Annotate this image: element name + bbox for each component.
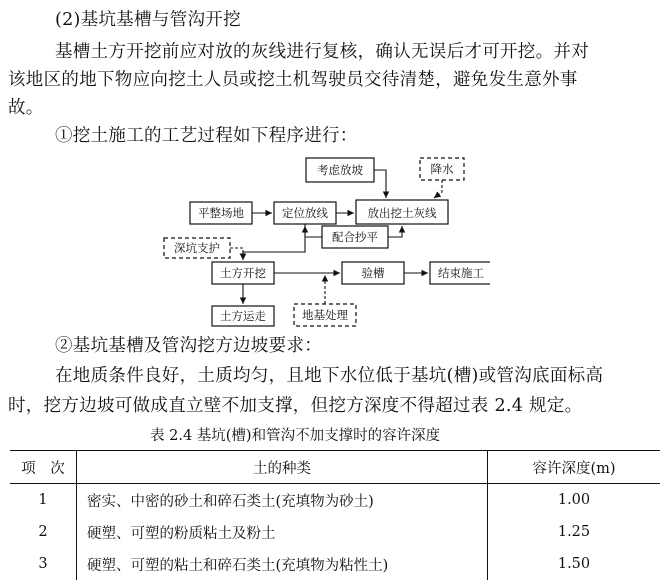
- depth-table: [10, 450, 660, 580]
- label-support: 深坑支护: [174, 241, 220, 255]
- table-row: [10, 484, 660, 517]
- table-row: [10, 516, 660, 548]
- header-item-no: 项 次: [10, 451, 77, 484]
- item-heading: ②基坑基槽及管沟挖方边坡要求：: [55, 336, 322, 356]
- process-flowchart: [150, 152, 490, 328]
- cell-no: 3: [10, 548, 77, 580]
- label-excavate: 土方开挖: [220, 266, 266, 280]
- label-position: 定位放线: [282, 206, 328, 220]
- cell-soil-type: 硬塑、可塑的粘土和碎石类土(充填物为粘性土): [77, 548, 488, 580]
- table-header-row: [10, 451, 660, 484]
- table-row: [10, 548, 660, 580]
- label-dewater: 降水: [430, 162, 454, 176]
- label-finish: 结束施工: [438, 266, 484, 280]
- paragraph-line: 基槽土方开挖前应对放的灰线进行复核，确认无误后才可开挖。并对: [55, 42, 589, 62]
- cell-no: 1: [10, 484, 77, 517]
- label-survey: 配合抄平: [332, 230, 378, 244]
- header-soil-type: 土的种类: [77, 451, 488, 484]
- item-heading: ①挖土施工的工艺过程如下程序进行：: [55, 126, 358, 146]
- label-level: 平整场地: [198, 206, 244, 220]
- paragraph-line: 该地区的地下物应向挖土人员或挖土机驾驶员交待清楚，避免发生意外事: [8, 70, 578, 90]
- cell-soil-type: 密实、中密的砂土和碎石类土(充填物为砂土): [77, 484, 488, 517]
- label-slope: 考虑放坡: [317, 163, 363, 177]
- cell-no: 2: [10, 516, 77, 548]
- cell-depth: 1.00: [557, 492, 591, 508]
- label-grayline: 放出挖土灰线: [367, 206, 437, 220]
- paragraph-line: 故。: [8, 98, 44, 118]
- label-transport: 土方运走: [220, 309, 266, 323]
- paragraph-line: 在地质条件良好，土质均匀，且地下水位低于基坑(槽)或管沟底面标高: [55, 366, 604, 386]
- label-foundation: 地基处理: [302, 308, 348, 322]
- paragraph-line: 时，挖方边坡可做成直立壁不加支撑，但挖方深度不得超过表 2.4 规定。: [8, 396, 583, 416]
- cell-soil-type: 硬塑、可塑的粉质粘土及粉土: [77, 516, 488, 548]
- cell-depth: 1.50: [557, 556, 591, 572]
- header-depth: 容许深度(m): [532, 460, 616, 477]
- label-inspect: 验槽: [361, 266, 385, 280]
- cell-depth: 1.25: [557, 524, 591, 540]
- section-heading: (2)基坑基槽与管沟开挖: [55, 10, 241, 30]
- table-caption: 表 2.4 基坑(槽)和管沟不加支撑时的容许深度: [150, 428, 441, 444]
